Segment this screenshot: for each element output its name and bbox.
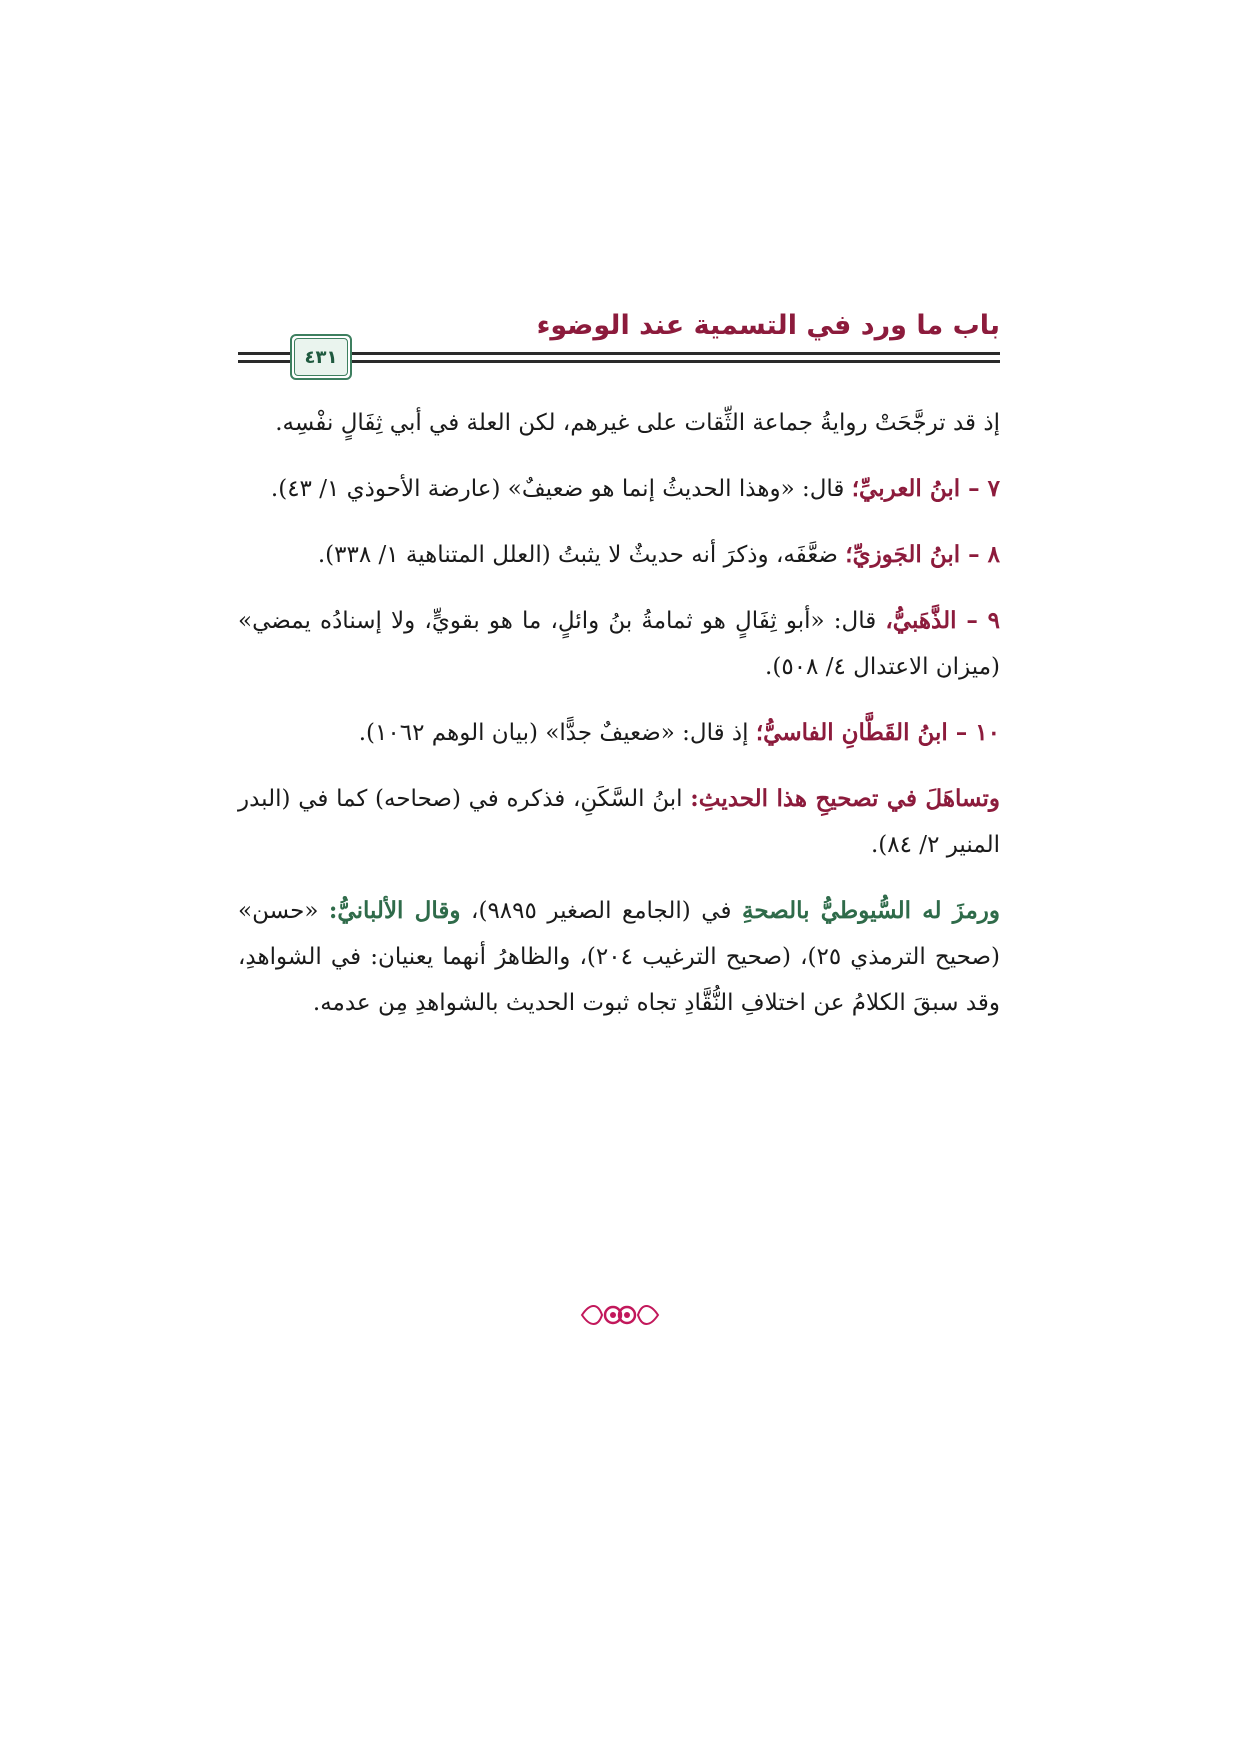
page-number-frame-icon	[290, 334, 352, 380]
paragraph-tasahul	[238, 776, 1000, 868]
scholar-heading: ٧ – ابنُ العربيِّ؛	[851, 475, 1000, 502]
paragraph-text: ابنُ السَّكَنِ، فذكره في (صحاحه) كما في (البدر المنير ٢/ ٨٤).	[238, 786, 1000, 858]
paragraph-text: قال: «وهذا الحديثُ إنما هو ضعيفٌ» (عارضة الأحوذي ١/ ٤٣).	[270, 476, 852, 502]
section-heading: وقال الألبانيُّ:	[328, 897, 461, 924]
chapter-title: باب ما ورد في التسمية عند الوضوء	[536, 310, 1000, 341]
paragraph-text: في (الجامع الصغير ٩٨٩٥)،	[460, 898, 742, 924]
section-heading: وتساهَلَ في تصحيحِ هذا الحديثِ:	[690, 785, 1000, 812]
paragraph-text: إذ قد ترجَّحَتْ روايةُ جماعة الثِّقات على غيرهم، لكن العلة في أبي ثِفَالٍ نفْسِه.	[275, 410, 1000, 436]
floral-divider-icon	[580, 1298, 660, 1332]
paragraph-text: «حسن» (صحيح الترمذي ٢٥)، (صحيح الترغيب ٢٠٤)، والظاهرُ أنهما يعنيان: في الشواهدِ، وقد سبقَ الكلامُ عن اختلافِ النُّقَّادِ تجاه ثبوت الحديث بالشواهدِ مِن عدمه.	[238, 898, 1000, 1016]
paragraph-ibn-al-qattan	[238, 710, 1000, 756]
scholar-heading: ٩ – الذَّهَبيُّ،	[885, 607, 1001, 634]
header-rule-bottom	[238, 360, 1000, 363]
paragraph-intro	[238, 400, 1000, 446]
paragraph-text: ضعَّفَه، وذكرَ أنه حديثٌ لا يثبتُ (العلل المتناهية ١/ ٣٣٨).	[317, 542, 846, 568]
paragraph-al-dhahabi	[238, 598, 1000, 690]
scholar-heading: ٨ – ابنُ الجَوزيِّ؛	[845, 541, 1000, 568]
paragraph-ibn-al-jawzi	[238, 532, 1000, 578]
paragraph-ibn-al-arabi	[238, 466, 1000, 512]
section-heading: ورمزَ له السُّيوطيُّ بالصحةِ	[742, 897, 1000, 924]
scholar-heading: ١٠ – ابنُ القَطَّانِ الفاسيُّ؛	[755, 719, 1000, 746]
page-number: ٤٣١	[294, 338, 348, 376]
body-text	[238, 400, 1000, 1046]
paragraph-suyuti-albani	[238, 888, 1000, 1026]
paragraph-text: إذ قال: «ضعيفٌ جدًّا» (بيان الوهم ١٠٦٢).	[358, 720, 756, 746]
paragraph-text: قال: «أبو ثِفَالٍ هو ثمامةُ بنُ وائلٍ، ما هو بقويٍّ، ولا إسنادُه يمضي» (ميزان الاعتدال ٤/ ٥٠٨).	[238, 608, 1000, 680]
header-rule-top	[238, 352, 1000, 355]
